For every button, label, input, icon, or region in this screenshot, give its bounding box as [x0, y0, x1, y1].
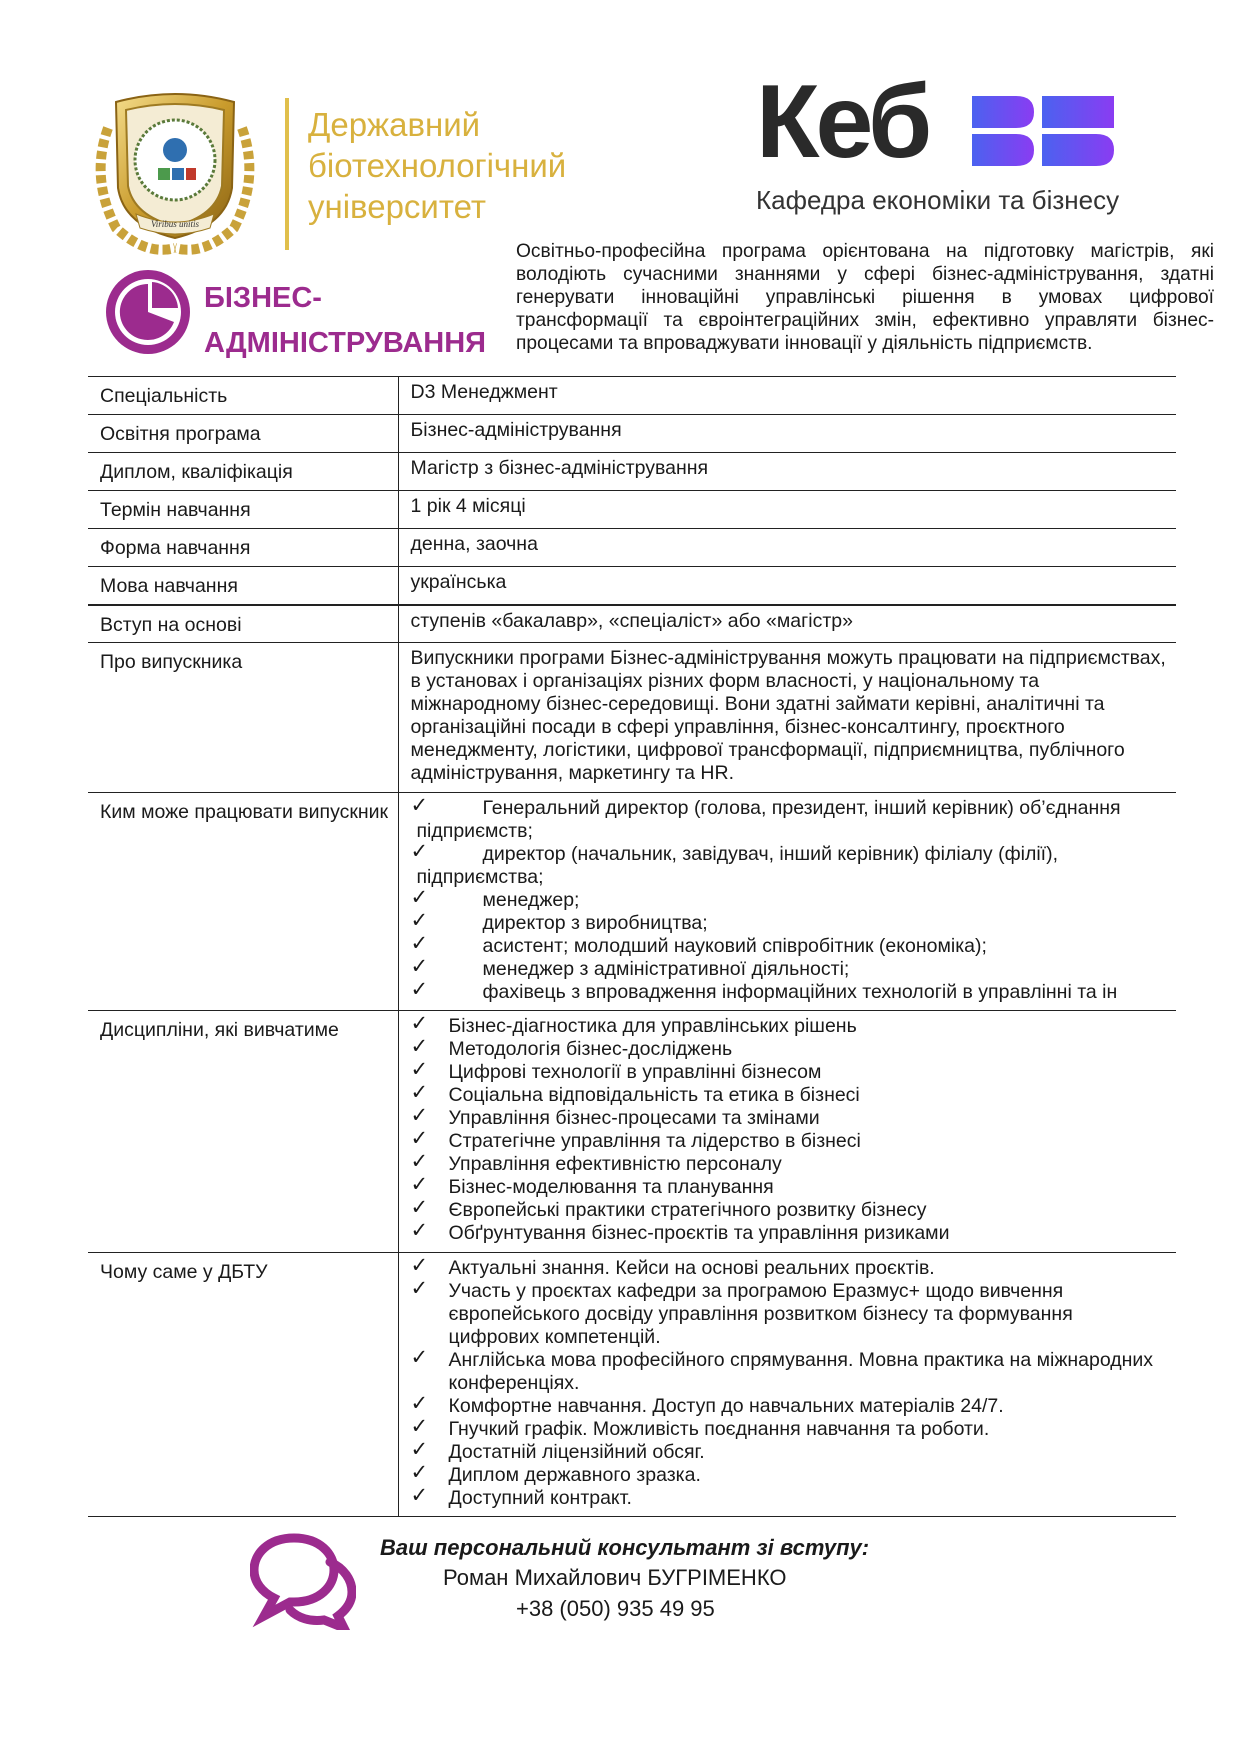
university-name-line: біотехнологічний [308, 147, 567, 184]
list-item-text: менеджер; [482, 889, 580, 911]
header-divider [285, 98, 289, 250]
list-item [410, 1276, 1167, 1349]
list-item-text: Обґрунтування бізнес-проєктів та управління ризиками [448, 1222, 950, 1244]
list-item-text: Генеральний директор (голова, президент, інший керівник) об’єднання підприємств; [416, 797, 1121, 842]
table-row [88, 377, 1176, 415]
list-item [410, 1391, 1167, 1418]
check-icon: ✓ [410, 1391, 429, 1415]
keb-logo-icon [972, 96, 1114, 168]
table-row [88, 567, 1176, 605]
table-row-jobs [88, 793, 1176, 1011]
list-item-text: менеджер з адміністративної діяльності; [482, 958, 850, 980]
list-item [410, 1034, 1167, 1061]
row-label: Про випускника [88, 643, 398, 793]
list-item [410, 839, 1167, 889]
list-item-text: Управління ефективністю персоналу [448, 1153, 782, 1175]
why-cell [398, 1253, 1176, 1517]
list-item-text: Гнучкий графік. Можливість поєднання навчання та роботи. [448, 1418, 990, 1440]
list-item [410, 954, 1167, 981]
row-label: Форма навчання [88, 529, 398, 567]
row-value: D3 Менеджмент [398, 377, 1176, 415]
list-item-text: Бізнес-діагностика для управлінських рішень [448, 1015, 857, 1037]
check-icon: ✓ [410, 1460, 429, 1484]
list-item [410, 1253, 1167, 1280]
check-icon: ✓ [410, 1276, 429, 1300]
list-item-text: Соціальна відповідальність та етика в бізнесі [448, 1084, 860, 1106]
check-icon: ✓ [410, 1345, 429, 1369]
consultant-phone[interactable]: +38 (050) 935 49 95 [516, 1596, 715, 1621]
row-label: Ким може працювати випускник [88, 793, 398, 1011]
consultant-name: Роман Михайлович БУГРІМЕНКО [443, 1565, 787, 1590]
check-icon: ✓ [410, 931, 429, 955]
list-item [410, 885, 1167, 912]
list-item-text: Участь у проєктах кафедри за програмою Еразмус+ щодо вивчення європейського досвіду управління розвитком бізнесу та формування цифрових компетенцій. [448, 1280, 1073, 1348]
list-item [410, 1460, 1167, 1487]
department-abbreviation: Кеб [756, 64, 929, 180]
row-value: Магістр з бізнес-адміністрування [398, 453, 1176, 491]
table-row [88, 605, 1176, 643]
department-name: Кафедра економіки та бізнесу [756, 185, 1120, 215]
check-icon: ✓ [410, 1218, 429, 1242]
check-icon: ✓ [410, 977, 429, 1001]
list-item [410, 1195, 1167, 1222]
pie-chart-icon [104, 268, 192, 356]
check-icon: ✓ [410, 1126, 429, 1150]
list-item [410, 1011, 1167, 1038]
disciplines-list [410, 1011, 1167, 1245]
list-item-text: Актуальні знання. Кейси на основі реальних проєктів. [448, 1257, 935, 1279]
list-item-text: директор з виробництва; [482, 912, 708, 934]
row-value: 1 рік 4 місяці [398, 491, 1176, 529]
jobs-list [410, 793, 1167, 1004]
list-item-text: Англійська мова професійного спрямування. Мовна практика на міжнародних конференціях. [448, 1349, 1154, 1394]
row-label: Спеціальність [88, 377, 398, 415]
table-row [88, 491, 1176, 529]
list-item-text: Цифрові технології в управлінні бізнесом [448, 1061, 822, 1083]
university-name [308, 104, 566, 227]
check-icon: ✓ [410, 793, 429, 817]
check-icon: ✓ [410, 1414, 429, 1438]
list-item [410, 908, 1167, 935]
why-list [410, 1253, 1167, 1510]
list-item [410, 977, 1167, 1004]
university-emblem-icon [86, 88, 264, 256]
row-label: Вступ на основі [88, 605, 398, 643]
check-icon: ✓ [410, 908, 429, 932]
list-item-text: Доступний контракт. [448, 1487, 632, 1509]
list-item [410, 1218, 1167, 1245]
list-item-text: фахівець з впровадження інформаційних технологій в управлінні та ін [482, 981, 1118, 1003]
list-item-text: Стратегічне управління та лідерство в бізнесі [448, 1130, 861, 1152]
list-item-text: директор (начальник, завідувач, інший керівник) філіалу (філії), підприємства; [416, 843, 1059, 888]
list-item [410, 1437, 1167, 1464]
list-item [410, 1126, 1167, 1153]
disciplines-cell [398, 1011, 1176, 1253]
list-item-text: Комфортне навчання. Доступ до навчальних матеріалів 24/7. [448, 1395, 1004, 1417]
list-item-text: Методологія бізнес-досліджень [448, 1038, 733, 1060]
university-name-line: Державний [308, 106, 481, 143]
row-value: денна, заочна [398, 529, 1176, 567]
row-value: українська [398, 567, 1176, 605]
about-graduate-text: Випускники програми Бізнес-адміністрування можуть працювати на підприємствах, в установах і організаціях різних форм власності, у національному та міжнародному бізнес-середовищі. Вони здатні займати керівні, аналітичні та організаційні посади в сфері управління, бізнес-консалтингу, проєктного менеджменту, логістики, цифрової трансформації, підприємництва, публічного адміністрування, маркетингу та HR. [398, 643, 1176, 793]
list-item [410, 1057, 1167, 1084]
row-label: Термін навчання [88, 491, 398, 529]
program-title [204, 276, 486, 366]
row-value: Бізнес-адміністрування [398, 415, 1176, 453]
list-item [410, 1103, 1167, 1130]
list-item [410, 931, 1167, 958]
check-icon: ✓ [410, 839, 429, 863]
program-info-table [88, 376, 1176, 1517]
consultant-title: Ваш персональний консультант зі вступу: [380, 1535, 870, 1560]
list-item [410, 1172, 1167, 1199]
list-item-text: асистент; молодший науковий співробітник (економіка); [482, 935, 987, 957]
check-icon: ✓ [410, 1172, 429, 1196]
chat-bubbles-icon [250, 1532, 356, 1630]
list-item [410, 1483, 1167, 1510]
list-item [410, 1080, 1167, 1107]
row-label: Мова навчання [88, 567, 398, 605]
check-icon: ✓ [410, 885, 429, 909]
row-value: ступенів «бакалавр», «спеціаліст» або «магістр» [398, 605, 1176, 643]
list-item-text: Достатній ліцензійний обсяг. [448, 1441, 705, 1463]
row-label: Чому саме у ДБТУ [88, 1253, 398, 1517]
check-icon: ✓ [410, 1195, 429, 1219]
check-icon: ✓ [410, 1034, 429, 1058]
check-icon: ✓ [410, 1011, 429, 1035]
table-row-why [88, 1253, 1176, 1517]
table-row-disciplines [88, 1011, 1176, 1253]
program-intro: Освітньо-професійна програма орієнтована на підготовку магістрів, які володіють сучасними знаннями у сфері бізнес-адміністрування, здатні генерувати інноваційні управлінські рішення в умовах цифрової трансформації та євроінтеграційних змін, ефективно управляти бізнес-процесами та впроваджувати інновації у діяльність підприємств. [516, 241, 1214, 354]
check-icon: ✓ [410, 1483, 429, 1507]
check-icon: ✓ [410, 954, 429, 978]
check-icon: ✓ [410, 1080, 429, 1104]
list-item [410, 1149, 1167, 1176]
emblem-motto: Viribus unitis [150, 219, 200, 229]
row-label: Диплом, кваліфікація [88, 453, 398, 491]
check-icon: ✓ [410, 1253, 429, 1277]
list-item-text: Бізнес-моделювання та планування [448, 1176, 774, 1198]
table-row [88, 453, 1176, 491]
list-item [410, 793, 1167, 843]
check-icon: ✓ [410, 1437, 429, 1461]
list-item [410, 1345, 1167, 1395]
program-title-line: АДМІНІСТРУВАННЯ [204, 327, 486, 359]
check-icon: ✓ [410, 1057, 429, 1081]
list-item-text: Диплом державного зразка. [448, 1464, 701, 1486]
university-name-line: університет [308, 188, 486, 225]
table-row [88, 529, 1176, 567]
jobs-cell [398, 793, 1176, 1011]
program-title-line: БІЗНЕС- [204, 282, 322, 314]
list-item-text: Європейські практики стратегічного розвитку бізнесу [448, 1199, 927, 1221]
row-label: Освітня програма [88, 415, 398, 453]
list-item-text: Управління бізнес-процесами та змінами [448, 1107, 820, 1129]
row-label: Дисципліни, які вивчатиме [88, 1011, 398, 1253]
table-row-about [88, 643, 1176, 793]
check-icon: ✓ [410, 1149, 429, 1173]
check-icon: ✓ [410, 1103, 429, 1127]
table-row [88, 415, 1176, 453]
list-item [410, 1414, 1167, 1441]
